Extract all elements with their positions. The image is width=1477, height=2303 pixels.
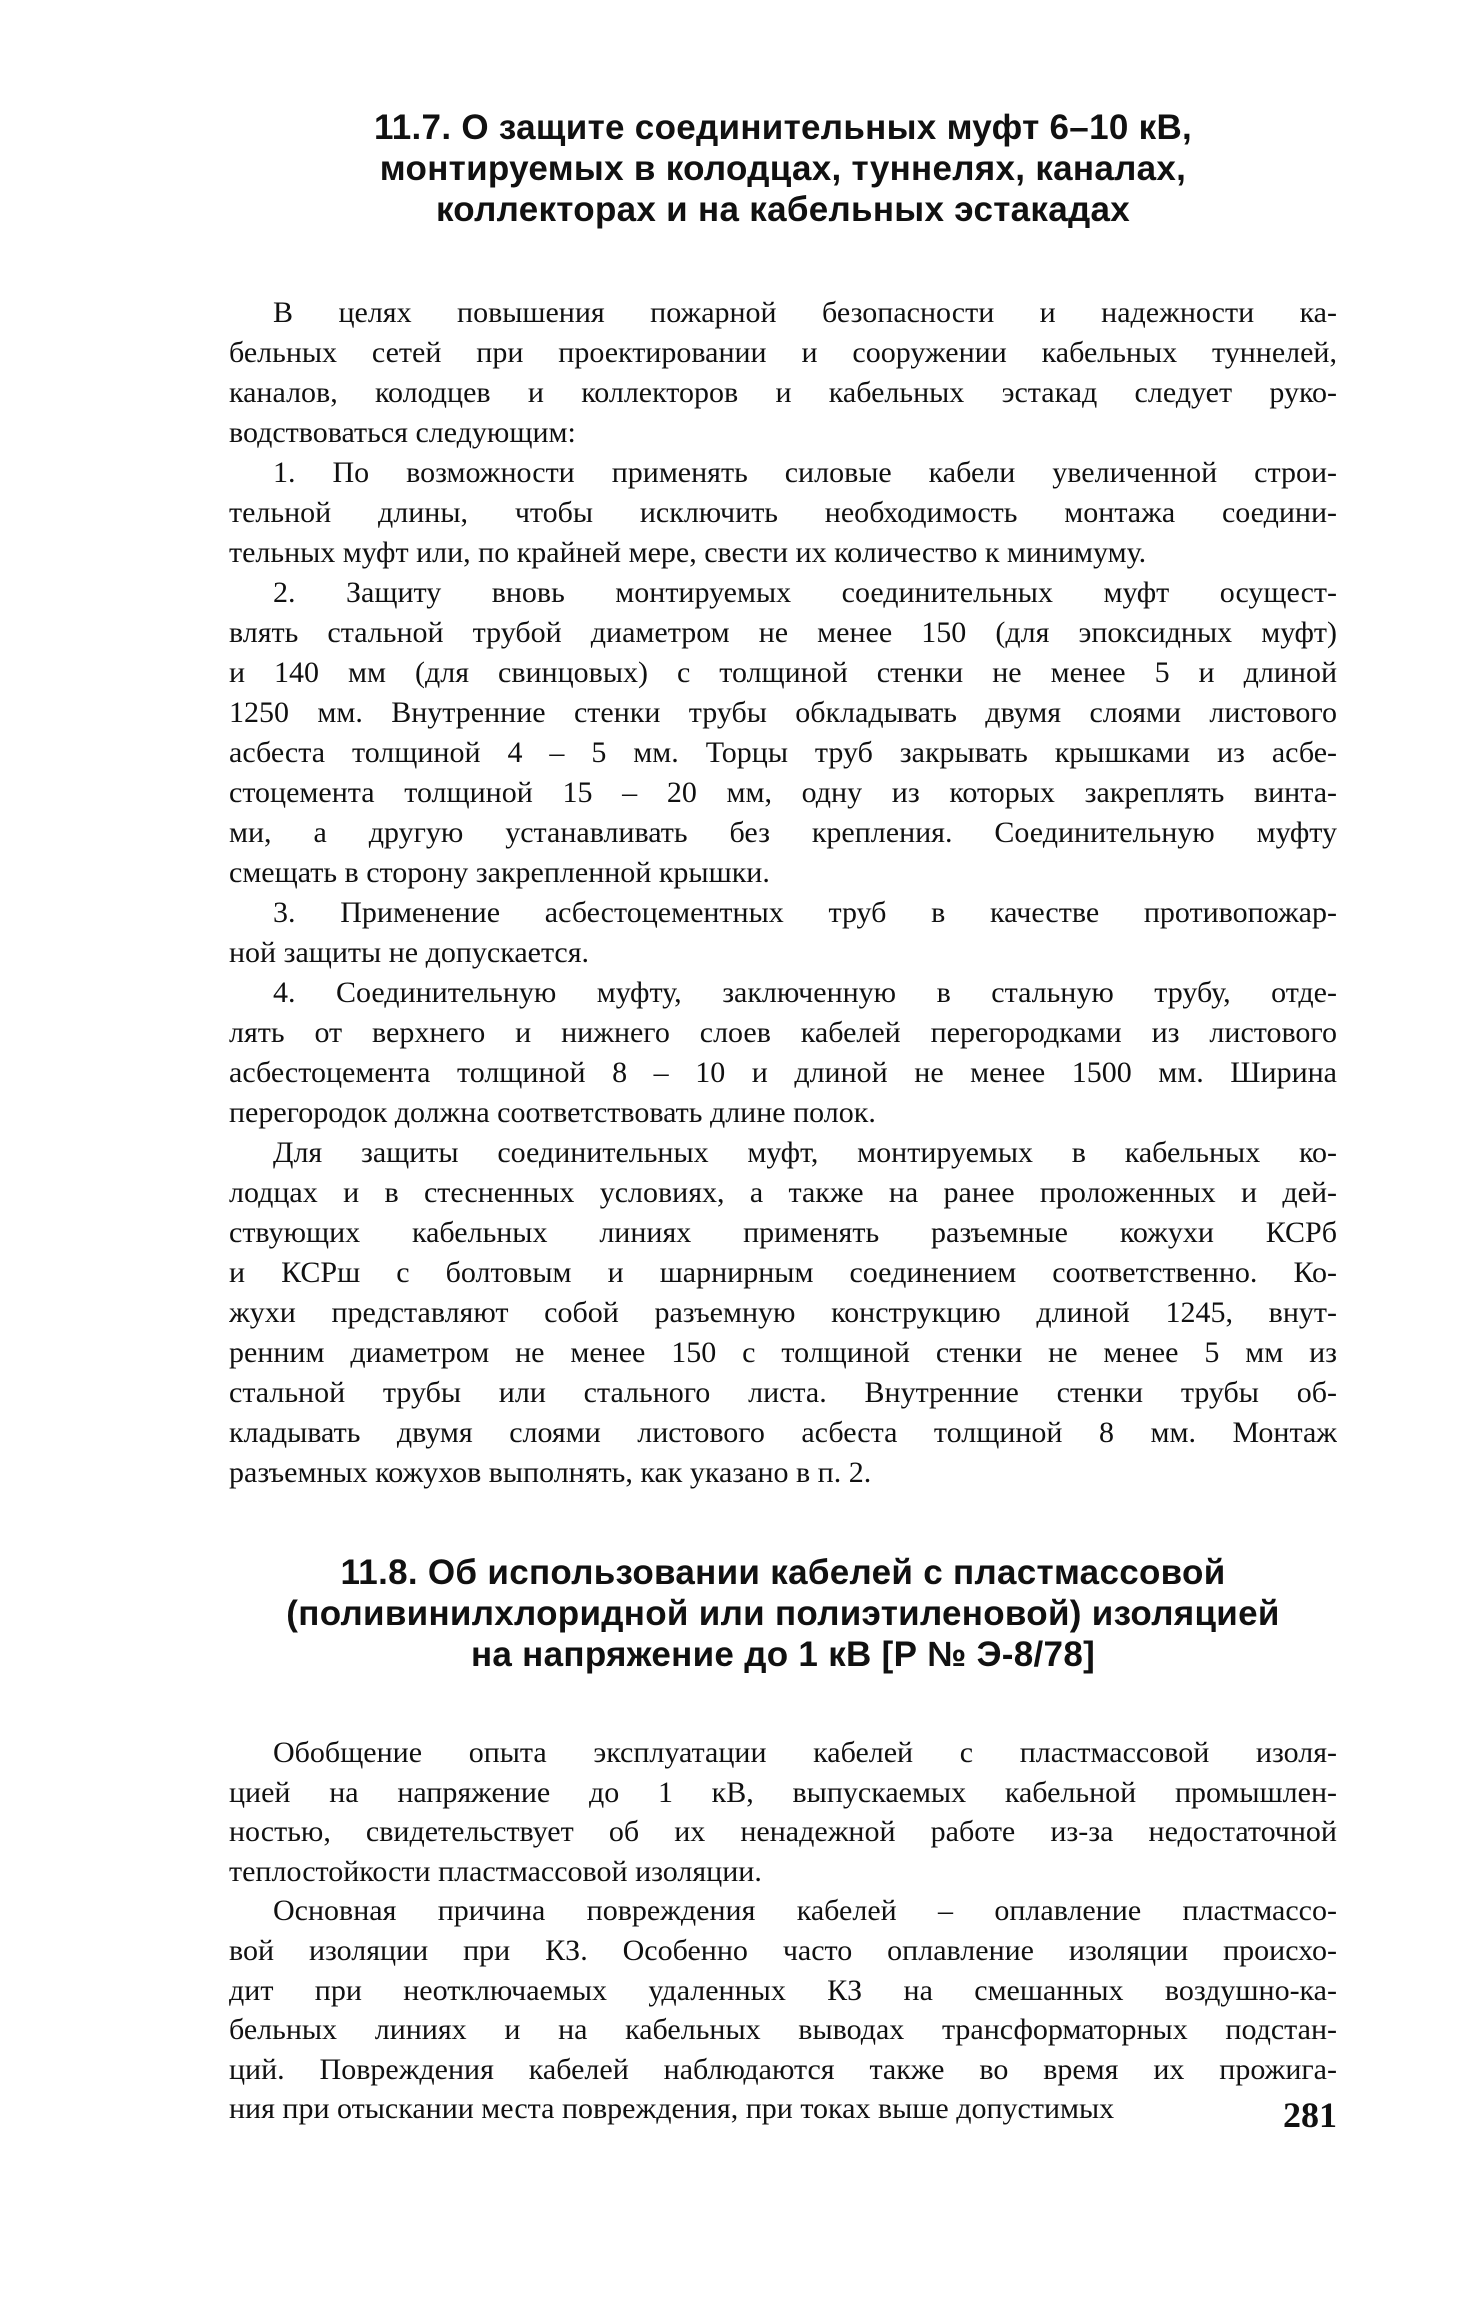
text-line: тельных муфт или, по крайней мере, свести их количество к минимуму. — [229, 536, 1147, 569]
text-line: В целях повышения пожарной безопасности и надежности ка- — [273, 296, 1337, 329]
text-line: ной защиты не допускается. — [229, 936, 590, 969]
text-line: Обобщение опыта эксплуатации кабелей с пластмассовой изоля- — [273, 1736, 1337, 1769]
text-line: дит при неотключаемых удаленных КЗ на смешанных воздушно-ка- — [229, 1973, 1337, 2007]
text-line: 1. По возможности применять силовые кабели увеличенной строи- — [273, 456, 1337, 489]
text-line: ния при отыскании места повреждения, при токах выше допустимых — [229, 2092, 1115, 2126]
text-line: ренним диаметром не менее 150 с толщиной стенки не менее 5 мм из — [229, 1336, 1337, 1369]
text-line: 1250 мм. Внутренние стенки трубы обкладывать двумя слоями листового — [229, 696, 1337, 729]
text-line: лять от верхнего и нижнего слоев кабелей перегородками из листового — [229, 1016, 1337, 1049]
text-line: теплостойкости пластмассовой изоляции. — [229, 1854, 762, 1888]
text-line: тельной длины, чтобы исключить необходимость монтажа соедини- — [229, 496, 1337, 529]
text-line: бельных линиях и на кабельных выводах трансформаторных подстан- — [229, 2013, 1337, 2047]
text-line: ми, а другую устанавливать без крепления. Соединительную муфту — [229, 816, 1337, 849]
text-line: асбеста толщиной 4 – 5 мм. Торцы труб закрывать крышками из асбе- — [229, 736, 1337, 769]
text-line: ностью, свидетельствует об их ненадежной работе из-за недостаточной — [229, 1815, 1337, 1849]
text-line: ций. Повреждения кабелей наблюдаются также во время их прожига- — [229, 2052, 1337, 2086]
text-line: водствоваться следующим: — [229, 416, 576, 449]
heading-line: монтируемых в колодцах, туннелях, каналах, — [379, 149, 1187, 188]
text-line: Основная причина повреждения кабелей – оплавление пластмассо- — [273, 1894, 1337, 1928]
text-line: влять стальной трубой диаметром не менее 150 (для эпоксидных муфт) — [229, 616, 1337, 649]
heading-line: коллекторах и на кабельных эстакадах — [435, 190, 1131, 229]
text-line: ствующих кабельных линиях применять разъемные кожухи КСРб — [229, 1216, 1337, 1249]
heading-line: на напряжение до 1 кВ [Р № Э-8/78] — [470, 1635, 1096, 1674]
text-line: стальной трубы или стального листа. Внутренние стенки трубы об- — [229, 1376, 1337, 1409]
heading-line: 11.8. Об использовании кабелей с пластмассовой — [340, 1553, 1226, 1592]
text-line: вой изоляции при КЗ. Особенно часто оплавление изоляции происхо- — [229, 1933, 1337, 1967]
text-line: 3. Применение асбестоцементных труб в качестве противопожар- — [273, 896, 1337, 929]
text-line: и КСРш с болтовым и шарнирным соединением соответственно. Ко- — [229, 1256, 1337, 1289]
heading-line: (поливинилхлоридной или полиэтиленовой) изоляцией — [286, 1594, 1280, 1633]
text-line: стоцемента толщиной 15 – 20 мм, одну из которых закреплять винта- — [229, 776, 1337, 809]
text-line: бельных сетей при проектировании и сооружении кабельных туннелей, — [229, 336, 1337, 369]
text-line: смещать в сторону закрепленной крышки. — [229, 856, 770, 889]
section-11-8-body — [229, 1733, 1337, 2129]
text-line: асбестоцемента толщиной 8 – 10 и длиной не менее 1500 мм. Ширина — [229, 1056, 1337, 1089]
text-line: жухи представляют собой разъемную конструкцию длиной 1245, внут- — [229, 1296, 1337, 1329]
text-line: цией на напряжение до 1 кВ, выпускаемых кабельной промышлен- — [229, 1775, 1337, 1809]
section-11-7-heading — [228, 107, 1338, 230]
text-line: Для защиты соединительных муфт, монтируемых в кабельных ко- — [273, 1136, 1337, 1169]
text-line: кладывать двумя слоями листового асбеста толщиной 8 мм. Монтаж — [229, 1416, 1337, 1449]
section-11-8-heading — [228, 1552, 1338, 1675]
text-line: и 140 мм (для свинцовых) с толщиной стенки не менее 5 и длиной — [229, 656, 1337, 689]
text-line: 4. Соединительную муфту, заключенную в стальную трубу, отде- — [273, 976, 1337, 1009]
heading-line: 11.7. О защите соединительных муфт 6–10 кВ, — [373, 108, 1193, 147]
text-line: лодцах и в стесненных условиях, а также на ранее проложенных и дей- — [229, 1176, 1337, 1209]
section-11-7-body — [229, 293, 1337, 1493]
page-number: 281 — [1283, 2095, 1337, 2135]
text-line: разъемных кожухов выполнять, как указано в п. 2. — [229, 1456, 872, 1489]
text-line: 2. Защиту вновь монтируемых соединительных муфт осущест- — [273, 576, 1337, 609]
text-line: перегородок должна соответствовать длине полок. — [229, 1096, 876, 1129]
text-line: каналов, колодцев и коллекторов и кабельных эстакад следует руко- — [229, 376, 1337, 409]
